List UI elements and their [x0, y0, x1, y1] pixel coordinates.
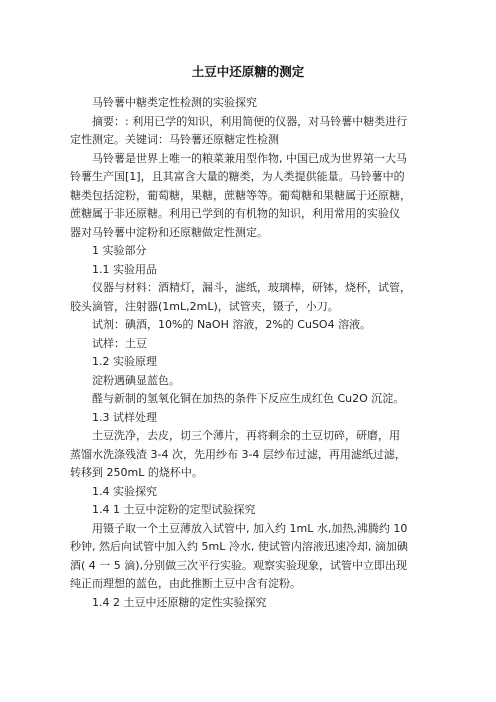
text-line: 仪器与材料：酒精灯，漏斗，滤纸，玻璃棒，研钵，烧杯，试管，	[92, 281, 411, 294]
text-line: 1.4 1 土豆中淀粉的定型试验探究	[92, 503, 256, 516]
text-line: 蒸馏水洗涤残渣 3-4 次，先用纱布 3-4 层纱布过滤，再用滤纸过滤，	[70, 447, 406, 461]
text-line: 器对马铃薯中淀粉和还原糖做定性测定。	[70, 225, 268, 239]
text-line: 蔗糖属于非还原糖。利用已学到的有机物的知识，利用常用的实验仪	[70, 207, 400, 220]
text-line: 马铃薯是世界上唯一的粮菜兼用型作物, 中国已成为世界第一大马	[92, 151, 407, 165]
text-line: 淀粉遇碘显蓝色。	[92, 373, 180, 387]
text-line: 用镊子取一个土豆薄放入试管中, 加入约 1mL 水,加热,沸腾约 10	[92, 521, 408, 535]
text-line: 1.2 实验原理	[92, 355, 157, 368]
text-line: 1.1 实验用品	[92, 262, 157, 276]
text-line: 酒( 4 一 5 滴),分别做三次平行实验。观察实验现象，试管中立即出现	[70, 558, 408, 572]
text-line: 1 实验部分	[92, 244, 147, 257]
text-line: 马铃薯中糖类定性检测的实验探究	[92, 96, 257, 109]
text-line: 铃薯生产国[1]，且其富含大量的糖类，为人类提供能量。马铃薯中的	[70, 170, 405, 183]
text-line: 摘要：: 利用已学的知识，利用简便的仪器，对马铃薯中糖类进行	[92, 114, 408, 128]
document-body	[70, 94, 430, 612]
text-line: 醛与新制的氢氧化铜在加热的条件下反应生成红色 Cu2O 沉淀。	[92, 392, 405, 405]
text-line: 试样：土豆	[92, 336, 147, 350]
text-line: 土豆洗净，去皮，切三个薄片，再将剩余的土豆切碎，研磨，用	[92, 429, 400, 442]
text-line: 1.4 实验探究	[92, 484, 157, 498]
text-line: 糖类包括淀粉，葡萄糖，果糖，蔗糖等等。葡萄糖和果糖属于还原糖，	[70, 188, 411, 202]
document-title: 土豆中还原糖的测定	[191, 64, 305, 79]
text-line: 纯正而理想的蓝色，由此推断土豆中含有淀粉。	[70, 577, 301, 590]
text-line: 胶头滴管，注射器(1mL,2mL)，试管夹，镊子，小刀。	[70, 299, 339, 313]
text-line: 1.3 试样处理	[92, 410, 157, 424]
text-line: 秒钟, 然后向试管中加入约 5mL 冷水, 使试管内溶液迅速冷却, 滴加碘	[70, 540, 408, 553]
text-line: 试剂：碘酒，10%的 NaOH 溶液，2%的 CuSO4 溶液。	[92, 318, 372, 331]
text-line: 定性测定。关键词：马铃薯还原糖定性检测	[70, 133, 279, 146]
text-line: 1.4 2 土豆中还原糖的定性实验探究	[92, 595, 267, 609]
text-line: 转移到 250mL 的烧杯中。	[70, 466, 203, 479]
